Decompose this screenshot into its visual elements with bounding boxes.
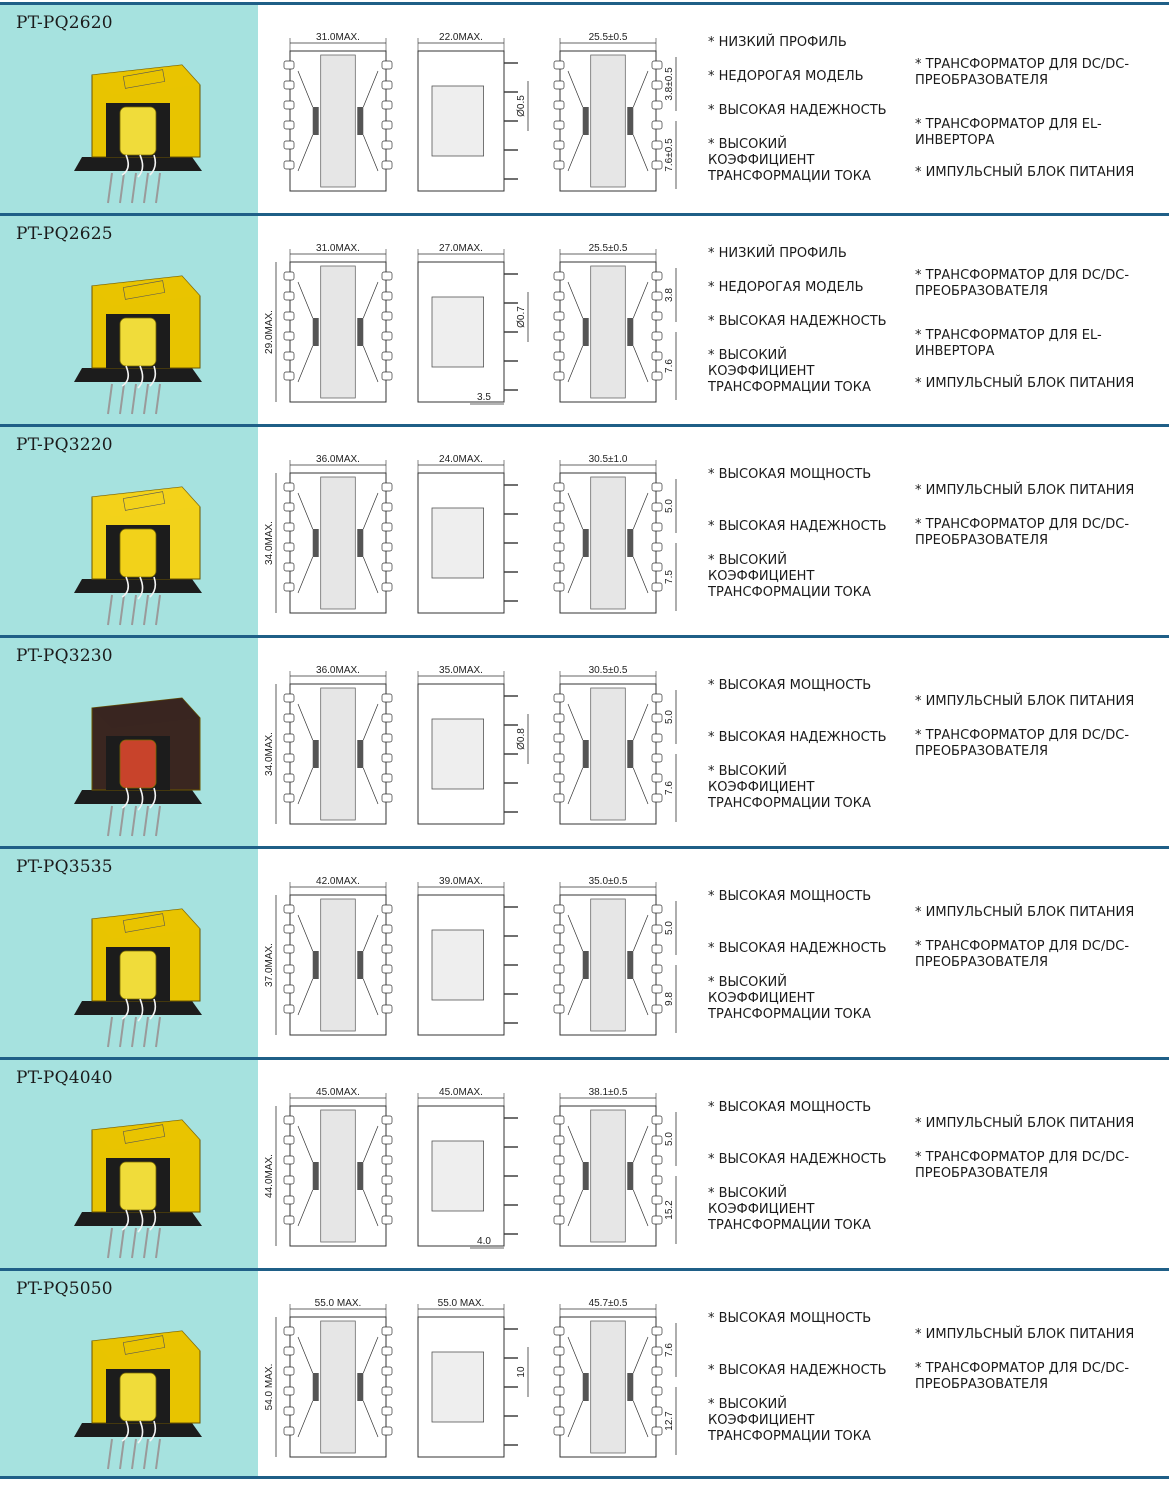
dimension-label: Ø0.5 <box>516 95 527 117</box>
pins <box>108 1439 160 1469</box>
bobbin-base <box>74 157 202 171</box>
bobbin-base <box>74 1423 202 1437</box>
dimension-drawing <box>264 654 690 834</box>
dimension-label: 5.0 <box>664 499 675 513</box>
feature-item: * ВЫСОКИЙ КОЭФФИЦИЕНТ ТРАНСФОРМАЦИИ ТОКА <box>708 1397 871 1444</box>
dimension-label: 30.5±1.0 <box>588 454 628 465</box>
dimension-label: 54.0 MAX. <box>264 1363 275 1411</box>
feature-item: * НИЗКИЙ ПРОФИЛЬ <box>708 246 847 261</box>
transformer-photo <box>62 256 212 416</box>
dimension-label: 34.0MAX. <box>264 732 275 776</box>
dimension-label: 12.7 <box>664 1411 675 1431</box>
dimension-label: 31.0MAX. <box>316 243 360 254</box>
bobbin-base <box>74 579 202 593</box>
pins <box>108 806 160 836</box>
bobbin-base <box>74 1001 202 1015</box>
pins <box>108 384 160 414</box>
product-row <box>0 424 1169 635</box>
product-photo-cell <box>0 427 258 635</box>
model-name: PT-PQ2620 <box>16 13 113 33</box>
dimension-drawing <box>264 1076 690 1256</box>
application-item: * ТРАНСФОРМАТОР ДЛЯ DC/DC-ПРЕОБРАЗОВАТЕЛЯ <box>915 939 1130 970</box>
dimension-label: Ø0.7 <box>516 306 527 328</box>
technical-drawing-cell <box>258 1060 702 1268</box>
dimension-label: 55.0 MAX. <box>437 1298 485 1309</box>
dimension-label: 35.0MAX. <box>439 665 483 676</box>
pins <box>108 173 160 203</box>
product-row <box>0 2 1169 213</box>
dimension-label: 3.8 <box>664 288 675 302</box>
pins <box>108 1017 160 1047</box>
feature-item: * ВЫСОКАЯ НАДЕЖНОСТЬ <box>708 941 887 956</box>
application-item: * ТРАНСФОРМАТОР ДЛЯ EL-ИНВЕРТОРА <box>915 117 1102 148</box>
dimension-label: 5.0 <box>664 921 675 935</box>
dimension-label: 27.0MAX. <box>439 243 483 254</box>
product-row <box>0 846 1169 1057</box>
bobbin-base <box>74 368 202 382</box>
feature-item: * ВЫСОКАЯ МОЩНОСТЬ <box>708 1100 872 1115</box>
product-photo-cell <box>0 216 258 424</box>
transformer-photo <box>62 467 212 627</box>
dimension-drawing <box>264 865 690 1045</box>
feature-item: * ВЫСОКАЯ НАДЕЖНОСТЬ <box>708 103 887 118</box>
application-item: * ИМПУЛЬСНЫЙ БЛОК ПИТАНИЯ <box>915 165 1135 180</box>
dimension-label: 30.5±0.5 <box>588 665 628 676</box>
product-row <box>0 1268 1169 1479</box>
dimension-drawing <box>264 1287 690 1467</box>
feature-item: * ВЫСОКИЙ КОЭФФИЦИЕНТ ТРАНСФОРМАЦИИ ТОКА <box>708 553 871 600</box>
dimension-label: 31.0MAX. <box>316 32 360 43</box>
dimension-label: 25.5±0.5 <box>588 32 628 43</box>
application-item: * ИМПУЛЬСНЫЙ БЛОК ПИТАНИЯ <box>915 1116 1135 1131</box>
technical-drawing-cell <box>258 427 702 635</box>
feature-item: * НИЗКИЙ ПРОФИЛЬ <box>708 35 847 50</box>
dimension-label: 37.0MAX. <box>264 943 275 987</box>
application-item: * ТРАНСФОРМАТОР ДЛЯ EL-ИНВЕРТОРА <box>915 328 1102 359</box>
feature-item: * ВЫСОКАЯ НАДЕЖНОСТЬ <box>708 519 887 534</box>
dimension-label: 3.8±0.5 <box>664 67 675 101</box>
pins <box>108 1228 160 1258</box>
dimension-label: 25.5±0.5 <box>588 243 628 254</box>
dimension-drawing <box>270 21 690 201</box>
dimension-label: Ø0.8 <box>516 728 527 750</box>
transformer-photo <box>62 45 212 205</box>
dimension-label: 24.0MAX. <box>439 454 483 465</box>
application-item: * ИМПУЛЬСНЫЙ БЛОК ПИТАНИЯ <box>915 694 1135 709</box>
feature-item: * ВЫСОКИЙ КОЭФФИЦИЕНТ ТРАНСФОРМАЦИИ ТОКА <box>708 975 871 1022</box>
winding <box>120 740 156 788</box>
dimension-label: 5.0 <box>664 1132 675 1146</box>
bobbin-base <box>74 1212 202 1226</box>
feature-item: * ВЫСОКИЙ КОЭФФИЦИЕНТ ТРАНСФОРМАЦИИ ТОКА <box>708 1186 871 1233</box>
winding <box>120 529 156 577</box>
dimension-label: 9.8 <box>664 992 675 1006</box>
dimension-label: 36.0MAX. <box>316 454 360 465</box>
model-name: PT-PQ3220 <box>16 435 113 455</box>
dimension-label: 42.0MAX. <box>316 876 360 887</box>
model-name: PT-PQ3230 <box>16 646 113 666</box>
dimension-label: 5.0 <box>664 710 675 724</box>
dimension-label: 7.6 <box>664 781 675 795</box>
dimension-label: 15.2 <box>664 1200 675 1220</box>
product-photo-cell <box>0 638 258 846</box>
model-name: PT-PQ2625 <box>16 224 113 244</box>
technical-drawing-cell <box>258 216 702 424</box>
winding <box>120 318 156 366</box>
application-item: * ТРАНСФОРМАТОР ДЛЯ DC/DC-ПРЕОБРАЗОВАТЕЛЯ <box>915 1361 1130 1392</box>
application-item: * ТРАНСФОРМАТОР ДЛЯ DC/DC-ПРЕОБРАЗОВАТЕЛЯ <box>915 728 1130 759</box>
application-item: * ТРАНСФОРМАТОР ДЛЯ DC/DC-ПРЕОБРАЗОВАТЕЛЯ <box>915 517 1130 548</box>
feature-item: * ВЫСОКАЯ МОЩНОСТЬ <box>708 1311 872 1326</box>
technical-drawing-cell <box>258 5 702 213</box>
model-name: PT-PQ5050 <box>16 1279 113 1299</box>
application-item: * ИМПУЛЬСНЫЙ БЛОК ПИТАНИЯ <box>915 483 1135 498</box>
feature-item: * ВЫСОКАЯ МОЩНОСТЬ <box>708 678 872 693</box>
dimension-drawing <box>264 443 690 623</box>
dimension-label: 7.6±0.5 <box>664 138 675 172</box>
transformer-photo <box>62 678 212 838</box>
dimension-label: 34.0MAX. <box>264 521 275 565</box>
pins <box>108 595 160 625</box>
product-photo-cell <box>0 849 258 1057</box>
feature-item: * ВЫСОКАЯ МОЩНОСТЬ <box>708 889 872 904</box>
bobbin-base <box>74 790 202 804</box>
dimension-label: 45.0MAX. <box>316 1087 360 1098</box>
winding <box>120 951 156 999</box>
model-name: PT-PQ4040 <box>16 1068 113 1088</box>
feature-item: * ВЫСОКАЯ НАДЕЖНОСТЬ <box>708 730 887 745</box>
product-row <box>0 635 1169 846</box>
dimension-drawing <box>264 232 690 412</box>
product-photo-cell <box>0 1271 258 1476</box>
dimension-label: 36.0MAX. <box>316 665 360 676</box>
model-name: PT-PQ3535 <box>16 857 113 877</box>
application-item: * ТРАНСФОРМАТОР ДЛЯ DC/DC-ПРЕОБРАЗОВАТЕЛЯ <box>915 268 1130 299</box>
winding <box>120 1162 156 1210</box>
dimension-label: 55.0 MAX. <box>314 1298 362 1309</box>
winding <box>120 1373 156 1421</box>
dimension-label: 35.0±0.5 <box>588 876 628 887</box>
feature-item: * ВЫСОКАЯ НАДЕЖНОСТЬ <box>708 314 887 329</box>
technical-drawing-cell <box>258 638 702 846</box>
dimension-label: 45.0MAX. <box>439 1087 483 1098</box>
dimension-label: 29.0MAX. <box>264 310 275 354</box>
feature-item: * ВЫСОКИЙ КОЭФФИЦИЕНТ ТРАНСФОРМАЦИИ ТОКА <box>708 764 871 811</box>
dimension-label: 7.6 <box>664 359 675 373</box>
dimension-label: 44.0MAX. <box>264 1154 275 1198</box>
dimension-label: 3.5 <box>477 392 491 403</box>
transformer-photo <box>62 1100 212 1260</box>
feature-item: * ВЫСОКИЙ КОЭФФИЦИЕНТ ТРАНСФОРМАЦИИ ТОКА <box>708 137 871 184</box>
product-photo-cell <box>0 5 258 213</box>
winding <box>120 107 156 155</box>
feature-item: * ВЫСОКИЙ КОЭФФИЦИЕНТ ТРАНСФОРМАЦИИ ТОКА <box>708 348 871 395</box>
dimension-label: 7.5 <box>664 570 675 584</box>
application-item: * ИМПУЛЬСНЫЙ БЛОК ПИТАНИЯ <box>915 376 1135 391</box>
feature-item: * ВЫСОКАЯ НАДЕЖНОСТЬ <box>708 1152 887 1167</box>
transformer-photo <box>62 1311 212 1471</box>
application-item: * ИМПУЛЬСНЫЙ БЛОК ПИТАНИЯ <box>915 1327 1135 1342</box>
technical-drawing-cell <box>258 849 702 1057</box>
dimension-label: 10 <box>516 1366 527 1378</box>
feature-item: * ВЫСОКАЯ МОЩНОСТЬ <box>708 467 872 482</box>
dimension-label: 38.1±0.5 <box>588 1087 628 1098</box>
dimension-label: 22.0MAX. <box>439 32 483 43</box>
product-row <box>0 213 1169 424</box>
product-photo-cell <box>0 1060 258 1268</box>
application-item: * ТРАНСФОРМАТОР ДЛЯ DC/DC-ПРЕОБРАЗОВАТЕЛЯ <box>915 1150 1130 1181</box>
feature-item: * ВЫСОКАЯ НАДЕЖНОСТЬ <box>708 1363 887 1378</box>
technical-drawing-cell <box>258 1271 702 1476</box>
product-row <box>0 1057 1169 1268</box>
application-item: * ИМПУЛЬСНЫЙ БЛОК ПИТАНИЯ <box>915 905 1135 920</box>
feature-item: * НЕДОРОГАЯ МОДЕЛЬ <box>708 280 864 295</box>
feature-item: * НЕДОРОГАЯ МОДЕЛЬ <box>708 69 864 84</box>
dimension-label: 4.0 <box>477 1236 491 1247</box>
application-item: * ТРАНСФОРМАТОР ДЛЯ DC/DC-ПРЕОБРАЗОВАТЕЛЯ <box>915 57 1130 88</box>
dimension-label: 7.6 <box>664 1343 675 1357</box>
dimension-label: 45.7±0.5 <box>588 1298 628 1309</box>
dimension-label: 39.0MAX. <box>439 876 483 887</box>
transformer-photo <box>62 889 212 1049</box>
